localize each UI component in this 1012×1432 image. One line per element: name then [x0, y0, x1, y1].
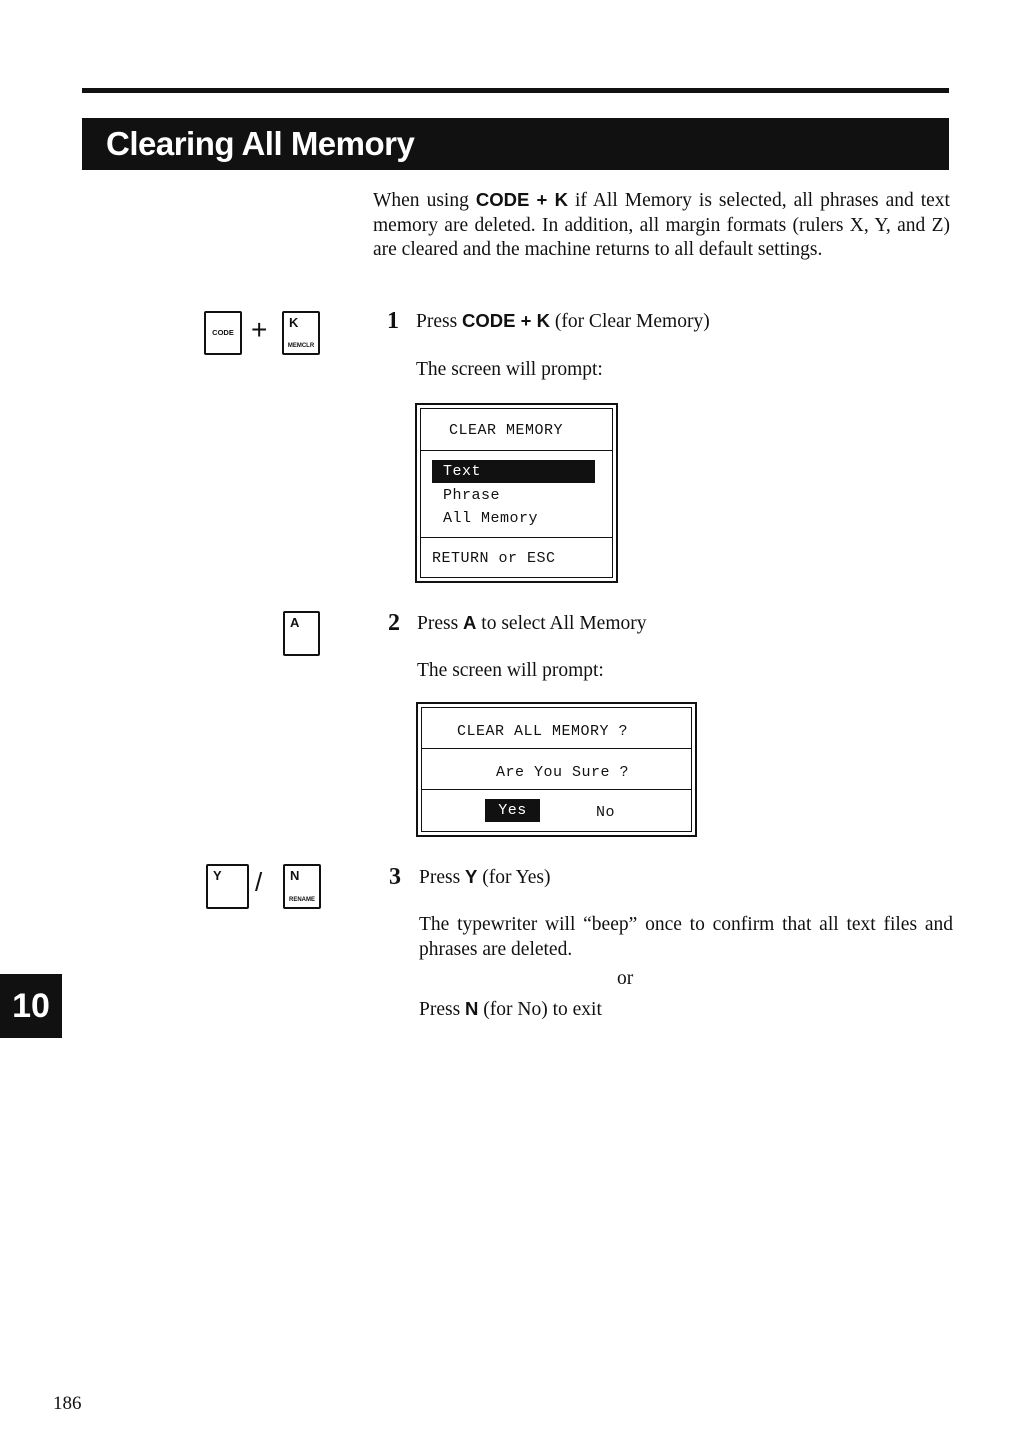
k-key-sublabel: MEMCLR	[287, 343, 315, 349]
n-key-sublabel: RENAME	[288, 897, 315, 903]
no-option: No	[596, 804, 616, 821]
chapter-tab: 10	[0, 974, 62, 1038]
screen2-divider-bottom	[422, 789, 691, 790]
code-key	[204, 311, 242, 355]
option-all-memory: All Memory	[443, 510, 539, 527]
step-3-pre: Press	[419, 867, 466, 888]
step-3-number: 3	[389, 864, 401, 890]
section-title: Clearing All Memory	[106, 125, 415, 162]
clear-all-memory-screen	[416, 702, 697, 837]
slash-separator: /	[255, 867, 263, 897]
top-rule	[82, 88, 949, 93]
step-2-instruction	[417, 611, 646, 636]
step-2-pre: Press	[417, 613, 464, 634]
step-2-prompt: The screen will prompt:	[417, 660, 604, 681]
or-text: or	[617, 968, 634, 989]
step-1-post: (for Clear Memory)	[549, 311, 710, 332]
plus-sign: +	[251, 314, 268, 345]
step-3-key: Y	[465, 866, 478, 887]
step-1-number: 1	[387, 308, 399, 334]
option-text-selected: Text	[432, 460, 595, 483]
step-3-post: (for Yes)	[477, 867, 551, 888]
a-key	[283, 611, 320, 656]
clear-all-memory-screen-inner	[421, 707, 692, 832]
clear-memory-screen-inner	[420, 408, 613, 578]
screen1-footer: RETURN or ESC	[432, 550, 556, 567]
section-title-bar	[82, 118, 949, 170]
step-3-alternative	[419, 997, 602, 1022]
y-key	[206, 864, 249, 909]
y-key-label: Y	[213, 868, 222, 883]
code-key-label: CODE	[212, 328, 234, 337]
intro-text-1: When using	[373, 190, 476, 211]
yes-option-selected: Yes	[485, 799, 540, 822]
n-key	[283, 864, 321, 909]
step-3-alt-key: N	[465, 998, 479, 1019]
screen2-divider-top	[422, 748, 691, 749]
step-1-instruction	[416, 309, 710, 334]
step-2-key: A	[463, 612, 477, 633]
step-3-alt-pre: Press	[419, 999, 466, 1020]
step-2-post: to select All Memory	[476, 613, 647, 634]
clear-all-memory-header: CLEAR ALL MEMORY ?	[457, 723, 629, 740]
screen1-divider-top	[421, 450, 612, 451]
clear-memory-header: CLEAR MEMORY	[449, 422, 564, 439]
k-key	[282, 311, 320, 355]
step-1-pre: Press	[416, 311, 463, 332]
step-1-prompt: The screen will prompt:	[416, 359, 603, 380]
step-3-alt-post: (for No) to exit	[478, 999, 602, 1020]
step-2-number: 2	[388, 610, 400, 636]
a-key-label: A	[290, 615, 300, 630]
step-3-instruction	[419, 865, 551, 890]
screen1-divider-bottom	[421, 537, 612, 538]
page-number: 186	[53, 1393, 82, 1414]
are-you-sure-question: Are You Sure ?	[496, 764, 630, 781]
option-phrase: Phrase	[443, 487, 501, 504]
intro-text-2: if All Memory is selected, all phrases and text memory are deleted. In addition, all margin formats (rulers X, Y, and Z) are cleared and the machine returns to all default settings.	[373, 190, 950, 260]
k-key-label: K	[289, 315, 299, 330]
n-key-label: N	[290, 868, 300, 883]
clear-memory-screen	[415, 403, 618, 583]
intro-bold-keys: CODE + K	[475, 189, 568, 210]
step-3-result: The typewriter will “beep” once to confirm that all text files and phrases are deleted.	[419, 914, 953, 960]
step-1-keys: CODE + K	[462, 310, 550, 331]
intro-paragraph	[373, 188, 950, 263]
